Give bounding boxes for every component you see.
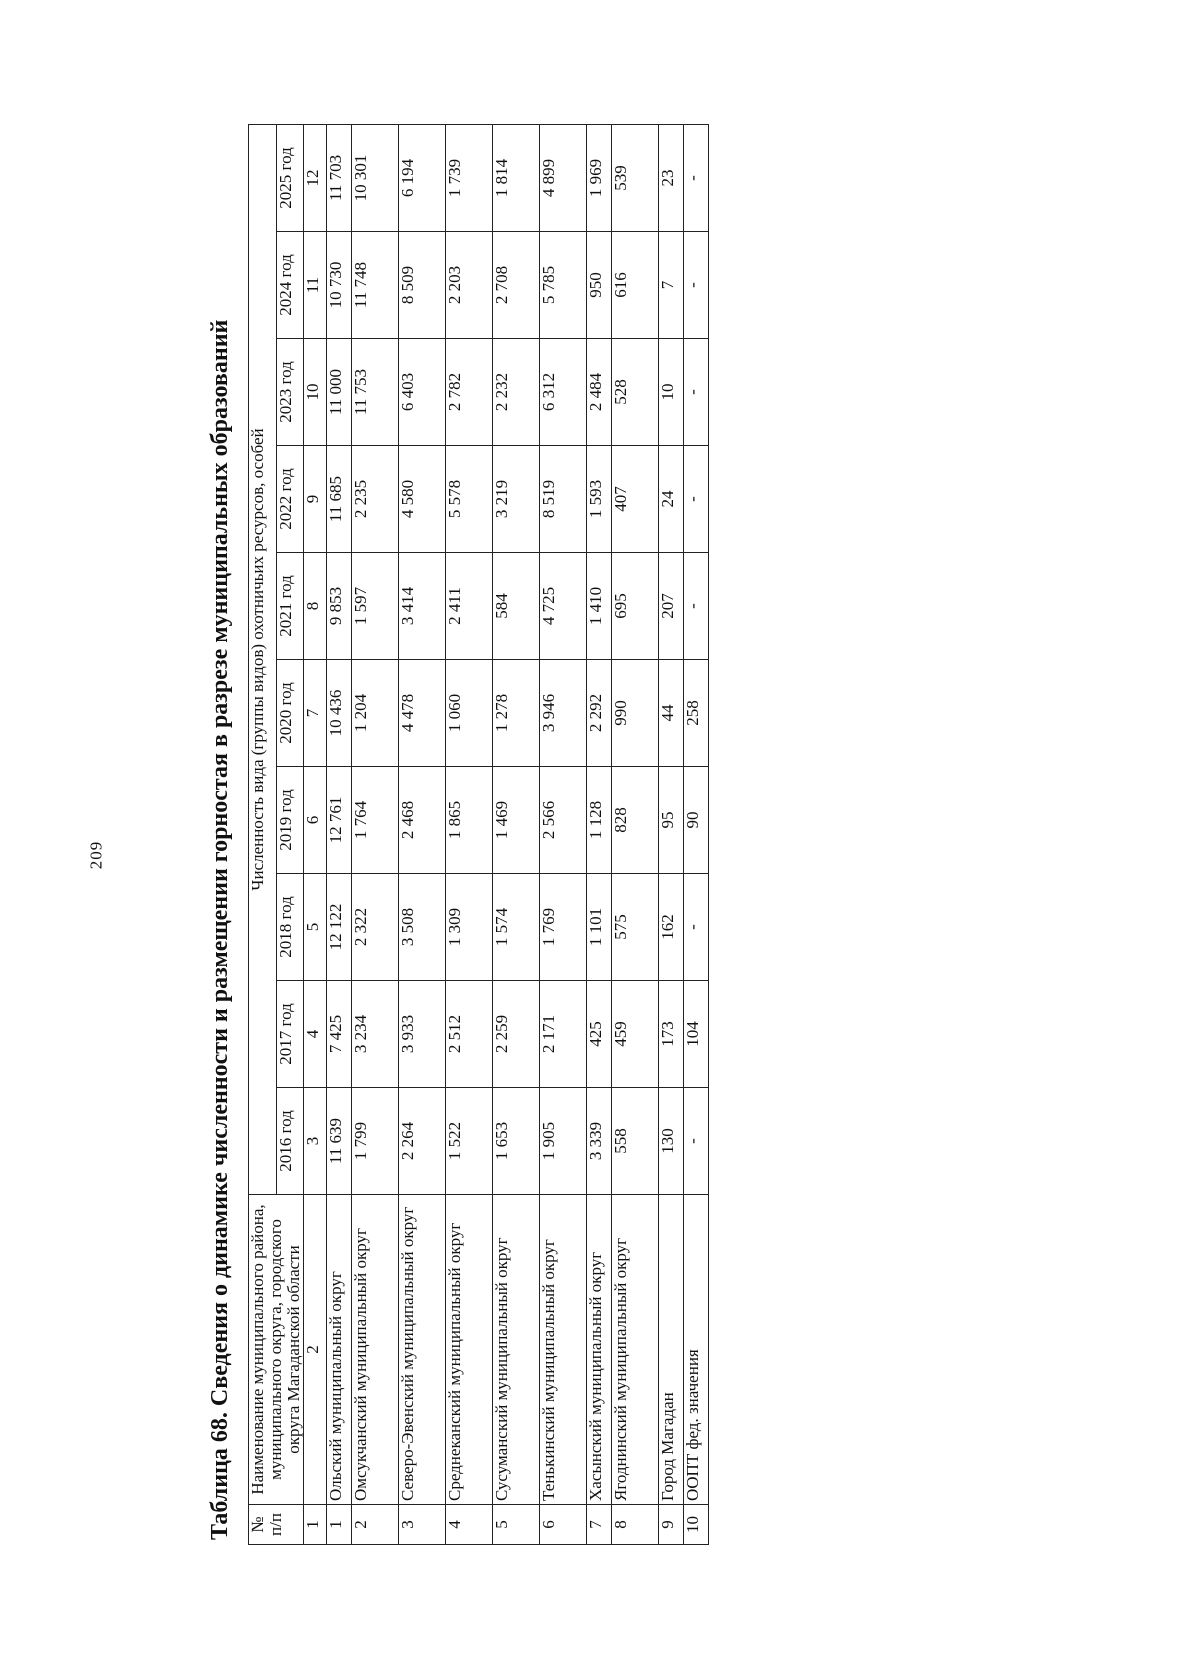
population-value: - <box>684 553 709 660</box>
rotated-page-content <box>200 120 1200 1580</box>
municipality-name: Омсукчанский муниципальный округ <box>352 1195 399 1505</box>
population-value: 558 <box>612 1088 659 1195</box>
population-value: 1 469 <box>493 767 540 874</box>
population-value: 3 946 <box>540 660 587 767</box>
table-row <box>493 124 540 1544</box>
population-value: 1 060 <box>446 660 493 767</box>
population-value: 575 <box>612 874 659 981</box>
population-value: 5 578 <box>446 446 493 553</box>
population-value: 258 <box>684 660 709 767</box>
municipality-name: Тенькинский муниципальный округ <box>540 1195 587 1505</box>
index-cell: 10 <box>304 339 327 446</box>
index-cell: 12 <box>304 124 327 231</box>
population-value: 2 566 <box>540 767 587 874</box>
population-value: 1 814 <box>493 124 540 231</box>
year-header-7: 2022 год <box>276 446 304 553</box>
row-number: 1 <box>327 1505 352 1545</box>
population-value: 1 739 <box>446 124 493 231</box>
population-value: 2 292 <box>587 660 612 767</box>
population-value: 695 <box>612 553 659 660</box>
table-row <box>327 124 352 1544</box>
population-value: 459 <box>612 981 659 1088</box>
population-value: 1 522 <box>446 1088 493 1195</box>
year-header-9: 2024 год <box>276 232 304 339</box>
population-value: 7 425 <box>327 981 352 1088</box>
population-value: 8 509 <box>399 232 446 339</box>
population-value: - <box>684 1088 709 1195</box>
row-number: 8 <box>612 1505 659 1545</box>
year-header-3: 2018 год <box>276 874 304 981</box>
municipality-name: Ягоднинский муниципальный округ <box>612 1195 659 1505</box>
page-number: 209 <box>86 840 106 870</box>
population-value: 2 264 <box>399 1088 446 1195</box>
population-value: 828 <box>612 767 659 874</box>
population-value: 11 748 <box>352 232 399 339</box>
population-value: 1 969 <box>587 124 612 231</box>
population-value: 24 <box>659 446 684 553</box>
population-value: 425 <box>587 981 612 1088</box>
index-cell: 2 <box>304 1195 327 1505</box>
population-value: 9 853 <box>327 553 352 660</box>
municipality-name: Сусуманский муниципальный округ <box>493 1195 540 1505</box>
population-value: 95 <box>659 767 684 874</box>
population-value: 4 580 <box>399 446 446 553</box>
population-value: 10 301 <box>352 124 399 231</box>
population-value: 2 171 <box>540 981 587 1088</box>
table-row <box>540 124 587 1544</box>
population-value: 1 865 <box>446 767 493 874</box>
population-value: 10 436 <box>327 660 352 767</box>
year-header-5: 2020 год <box>276 660 304 767</box>
population-value: 104 <box>684 981 709 1088</box>
population-value: 584 <box>493 553 540 660</box>
population-value: 2 203 <box>446 232 493 339</box>
population-value: 23 <box>659 124 684 231</box>
population-value: 1 769 <box>540 874 587 981</box>
table-row <box>352 124 399 1544</box>
population-value: 4 899 <box>540 124 587 231</box>
index-row <box>304 124 327 1544</box>
population-value: 1 574 <box>493 874 540 981</box>
population-value: 11 753 <box>352 339 399 446</box>
population-value: - <box>684 874 709 981</box>
population-value: - <box>684 339 709 446</box>
population-value: 2 512 <box>446 981 493 1088</box>
index-cell: 8 <box>304 553 327 660</box>
index-cell: 11 <box>304 232 327 339</box>
population-value: 4 478 <box>399 660 446 767</box>
population-value: 162 <box>659 874 684 981</box>
population-value: 1 410 <box>587 553 612 660</box>
index-cell: 5 <box>304 874 327 981</box>
index-cell: 3 <box>304 1088 327 1195</box>
municipality-name: Северо-Эвенский муниципальный округ <box>399 1195 446 1505</box>
population-value: 3 414 <box>399 553 446 660</box>
index-cell: 4 <box>304 981 327 1088</box>
population-value: 407 <box>612 446 659 553</box>
population-value: 1 128 <box>587 767 612 874</box>
population-value: 990 <box>612 660 659 767</box>
table-row <box>684 124 709 1544</box>
population-value: 6 403 <box>399 339 446 446</box>
population-value: 1 764 <box>352 767 399 874</box>
table-row <box>446 124 493 1544</box>
col-name-header: Наименование муниципального района, муниципального округа, городского округа Магаданской области <box>249 1195 304 1505</box>
table-row <box>399 124 446 1544</box>
population-value: 1 597 <box>352 553 399 660</box>
population-value: 2 235 <box>352 446 399 553</box>
municipality-name: Хасынский муниципальный округ <box>587 1195 612 1505</box>
population-value: 2 468 <box>399 767 446 874</box>
population-value: 3 339 <box>587 1088 612 1195</box>
group-header: Численность вида (группы видов) охотничьих ресурсов, особей <box>249 124 277 1194</box>
population-value: 2 232 <box>493 339 540 446</box>
population-value: 130 <box>659 1088 684 1195</box>
population-value: 11 000 <box>327 339 352 446</box>
population-value: 2 484 <box>587 339 612 446</box>
population-value: 44 <box>659 660 684 767</box>
population-value: 90 <box>684 767 709 874</box>
year-header-10: 2025 год <box>276 124 304 231</box>
population-value: 11 685 <box>327 446 352 553</box>
row-number: 9 <box>659 1505 684 1545</box>
population-value: 10 <box>659 339 684 446</box>
population-value: 12 761 <box>327 767 352 874</box>
population-value: 539 <box>612 124 659 231</box>
population-value: 1 593 <box>587 446 612 553</box>
population-value: 1 653 <box>493 1088 540 1195</box>
index-cell: 7 <box>304 660 327 767</box>
municipality-name: Город Магадан <box>659 1195 684 1505</box>
header-row-top <box>249 124 277 1544</box>
population-value: 3 508 <box>399 874 446 981</box>
row-number: 7 <box>587 1505 612 1545</box>
population-value: 7 <box>659 232 684 339</box>
population-value: 11 703 <box>327 124 352 231</box>
population-value: 11 639 <box>327 1088 352 1195</box>
row-number: 2 <box>352 1505 399 1545</box>
municipality-name: ООПТ фед. значения <box>684 1195 709 1505</box>
population-value: - <box>684 124 709 231</box>
year-header-1: 2016 год <box>276 1088 304 1195</box>
row-number: 5 <box>493 1505 540 1545</box>
municipality-name: Среднеканский муниципальный округ <box>446 1195 493 1505</box>
population-value: 1 905 <box>540 1088 587 1195</box>
population-value: 173 <box>659 981 684 1088</box>
row-number: 6 <box>540 1505 587 1545</box>
population-value: 528 <box>612 339 659 446</box>
col-num-header: № п/п <box>249 1505 304 1545</box>
population-value: 3 933 <box>399 981 446 1088</box>
population-value: 1 204 <box>352 660 399 767</box>
table-row <box>612 124 659 1544</box>
population-value: 5 785 <box>540 232 587 339</box>
year-header-4: 2019 год <box>276 767 304 874</box>
population-value: 6 194 <box>399 124 446 231</box>
year-header-8: 2023 год <box>276 339 304 446</box>
index-cell: 6 <box>304 767 327 874</box>
population-value: 3 234 <box>352 981 399 1088</box>
table-row <box>659 124 684 1544</box>
population-value: 12 122 <box>327 874 352 981</box>
population-value: 3 219 <box>493 446 540 553</box>
row-number: 3 <box>399 1505 446 1545</box>
population-value: - <box>684 232 709 339</box>
year-header-2: 2017 год <box>276 981 304 1088</box>
row-number: 4 <box>446 1505 493 1545</box>
municipality-name: Ольский муниципальный округ <box>327 1195 352 1505</box>
population-value: 6 312 <box>540 339 587 446</box>
population-value: 2 322 <box>352 874 399 981</box>
population-value: 1 278 <box>493 660 540 767</box>
population-value: 8 519 <box>540 446 587 553</box>
population-value: 2 782 <box>446 339 493 446</box>
population-value: 1 101 <box>587 874 612 981</box>
population-value: 1 309 <box>446 874 493 981</box>
population-value: 2 708 <box>493 232 540 339</box>
population-value: 950 <box>587 232 612 339</box>
population-value: 2 259 <box>493 981 540 1088</box>
population-value: 10 730 <box>327 232 352 339</box>
population-value: 4 725 <box>540 553 587 660</box>
table-row <box>587 124 612 1544</box>
index-cell: 1 <box>304 1505 327 1545</box>
population-value: 207 <box>659 553 684 660</box>
population-value: - <box>684 446 709 553</box>
table-title: Таблица 68. Сведения о динамике численности и размещении горностая в разрезе муниципальных образований <box>207 319 233 1540</box>
population-value: 616 <box>612 232 659 339</box>
index-cell: 9 <box>304 446 327 553</box>
year-header-6: 2021 год <box>276 553 304 660</box>
population-value: 2 411 <box>446 553 493 660</box>
population-table <box>248 124 709 1545</box>
population-value: 1 799 <box>352 1088 399 1195</box>
row-number: 10 <box>684 1505 709 1545</box>
